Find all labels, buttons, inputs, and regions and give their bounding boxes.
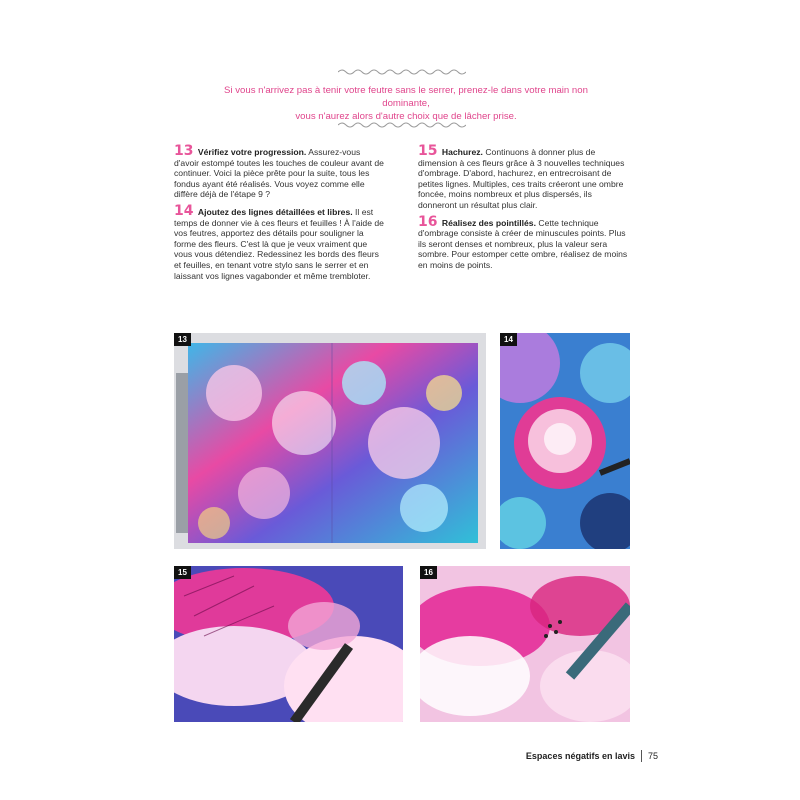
page-footer	[526, 750, 658, 762]
callout-line-1: Si vous n'arrivez pas à tenir votre feutre sans le serrer, prenez-le dans votre main non dominante,	[224, 85, 588, 109]
step-16	[418, 213, 630, 271]
photo-label: 13	[174, 333, 191, 346]
step-body: Cette technique d'ombrage consiste à créer de minuscules points. Plus ils seront denses et nombreux, plus la valeur sera sombre. Pour estomper cette ombre, réalisez de moins en moins de points.	[418, 217, 628, 270]
step-title: Ajoutez des lignes détaillées et libres.	[197, 206, 353, 217]
step-14	[174, 202, 384, 281]
page-number: 75	[647, 751, 658, 761]
photo-label: 15	[174, 566, 191, 579]
photo-label: 16	[420, 566, 437, 579]
step-body: Assurez-vous d'avoir estompé toutes les touches de couleur avant de continuer. Voici la pièce prête pour la suite, tous les fondus ayant été réalisés. Vous voyez comme elle diffère déjà de l'étape 9 ?	[174, 147, 384, 200]
floral-painting-image	[174, 333, 486, 549]
text-column-right	[418, 143, 630, 277]
top-wave-divider	[338, 68, 466, 76]
stippling-detail-image	[420, 566, 630, 722]
callout-tip	[200, 84, 612, 123]
step-number: 13	[174, 143, 194, 159]
text-column-left	[174, 143, 384, 287]
step-number: 14	[174, 202, 194, 219]
step-title: Réalisez des pointillés.	[441, 217, 536, 228]
footer-divider	[641, 750, 642, 762]
step-13	[174, 143, 384, 200]
chapter-title: Espaces négatifs en lavis	[525, 751, 635, 761]
photo-step-14	[500, 333, 630, 549]
bottom-wave-divider	[338, 121, 466, 129]
peony-detail-image	[500, 333, 630, 549]
photo-step-15	[174, 566, 403, 722]
step-body: Continuons à donner plus de dimension à ces fleurs grâce à 3 nouvelles techniques d'ombrage. D'abord, hachurez, en entrecroisant de petites lignes. Multiples, ces traits créeront une ombre foncée, moins nombreux et plus dispersés, ils donneront un résultat plus clair.	[418, 147, 625, 210]
photo-step-13	[174, 333, 486, 549]
callout-line-2: vous n'aurez alors d'autre choix que de lâcher prise.	[295, 111, 517, 122]
step-body: Il est temps de donner vie à ces fleurs et feuilles ! À l'aide de vos feutres, apportez des détails pour souligner la forme des fleurs. C'est là que je veux vraiment que vous vous détendiez. Redessinez les bords des fleurs et feuilles, en tenant votre stylo sans le serrer et en laissant vos lignes vagabonder et même trembloter.	[174, 206, 384, 281]
step-title: Vérifiez votre progression.	[197, 147, 307, 157]
step-title: Hachurez.	[441, 147, 483, 157]
photo-label: 14	[500, 333, 517, 346]
step-15	[418, 143, 630, 211]
photo-step-16	[420, 566, 630, 722]
crosshatch-detail-image	[174, 566, 403, 722]
step-number: 16	[418, 213, 438, 230]
step-number: 15	[418, 143, 438, 159]
